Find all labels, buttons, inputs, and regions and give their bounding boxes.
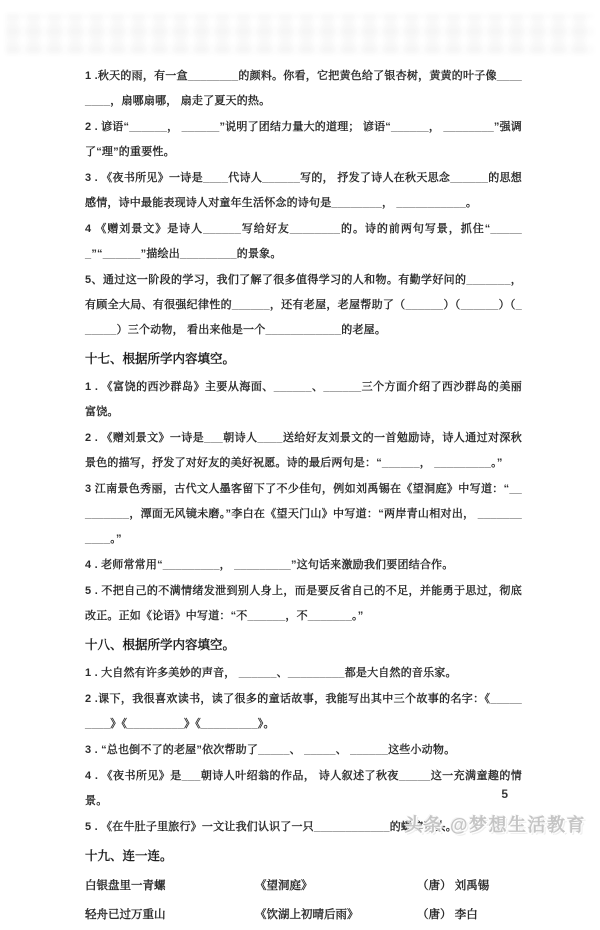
question-item-16-1: 1 .秋天的雨，有一盒________的颜料。你看，它把黄色给了银杏树，黄黄的叶子像________，扇哪扇哪， 扇走了夏天的热。 — [85, 70, 522, 107]
match-row-2 — [85, 901, 522, 930]
matching-exercise — [85, 872, 522, 930]
section-heading-19: 十九、连一连。 — [85, 849, 173, 863]
worksheet-content — [85, 64, 522, 930]
match-poem-author: （唐） 刘禹锡 — [417, 880, 490, 892]
match-poem-author: （唐） 李白 — [417, 909, 478, 921]
question-item-16-5: 5、通过这一阶段的学习，我们了解了很多值得学习的人和物。有勤学好问的_______， 有顾全大局、有很强纪律性的______，还有老屋，老屋帮助了（______）（______）（______）三个动物， 看出来他是一个____________的老屋。 — [85, 274, 522, 336]
question-item-18-5: 5 . 《在牛肚子里旅行》一文让我们认识了一只____________的蟋蟀青头。 — [85, 821, 457, 833]
question-item-18-2: 2 .课下，我很喜欢读书，读了很多的童话故事，我能写出其中三个故事的名字：《_________》《_________》《_________》。 — [85, 693, 522, 730]
page-bleed-through-decoration — [6, 14, 594, 54]
question-item-17-3: 3 江南景色秀丽，古代文人墨客留下了不少佳句，例如刘禹锡在《望洞庭》中写道：“_________，潭面无风镜未磨。”李白在《望天门山》中写道：“两岸青山相对出， ___________。” — [85, 483, 522, 545]
question-item-17-4: 4 . 老师常常用“_________， _________”这句话来激励我们要团结合作。 — [85, 559, 454, 571]
watermark-toutiao: 头条 @梦想生活教育 — [404, 815, 586, 835]
section-heading-18: 十八、根据所学内容填空。 — [85, 638, 236, 652]
match-poem-line: 轻舟已过万重山 — [85, 909, 166, 921]
question-item-17-2: 2 . 《赠刘景文》一诗是___朝诗人____送给好友刘景文的一首勉励诗，诗人通过对深秋景色的描写，抒发了对好友的美好祝愿。诗的最后两句是：“______， _________。” — [85, 432, 522, 469]
section-heading-17: 十七、根据所学内容填空。 — [85, 352, 236, 366]
question-item-16-4: 4 《赠刘景文》是诗人______写给好友________的。诗的前两句写景，抓住“______”“______”描绘出_________的景象。 — [85, 223, 522, 260]
question-item-18-1: 1 . 大自然有许多美妙的声音， ______、_________都是大自然的音乐家。 — [85, 667, 457, 679]
page-number: 5 — [501, 787, 508, 801]
match-poem-title: 《饮湖上初晴后雨》 — [255, 909, 359, 921]
question-item-17-5: 5 . 不把自己的不满情绪发泄到别人身上，而是要反省自己的不足，并能勇于思过，彻底改正。正如《论语》中写道：“不______，不_______。” — [85, 585, 522, 622]
match-row-1 — [85, 872, 522, 901]
question-item-18-4: 4 . 《夜书所见》是___朝诗人叶绍翁的作品， 诗人叙述了秋夜_____这一充满童趣的情景。 — [85, 770, 522, 807]
question-item-17-1: 1 . 《富饶的西沙群岛》主要从海面、______、______三个方面介绍了西沙群岛的美丽富饶。 — [85, 381, 522, 418]
question-item-16-2: 2 . 谚语“______， ______”说明了团结力量大的道理； 谚语“______， ________”强调了“理”的重要性。 — [85, 121, 522, 158]
question-item-16-3: 3 . 《夜书所见》一诗是____代诗人______写的， 抒发了诗人在秋天思念______的思想感情，诗中最能表现诗人对童年生活怀念的诗句是________， ___________。 — [85, 172, 522, 209]
question-item-18-3: 3 . “总也倒不了的老屋”依次帮助了_____、 _____、 ______这些小动物。 — [85, 744, 456, 756]
match-poem-line: 白银盘里一青螺 — [85, 880, 166, 892]
match-poem-title: 《望洞庭》 — [255, 880, 313, 892]
